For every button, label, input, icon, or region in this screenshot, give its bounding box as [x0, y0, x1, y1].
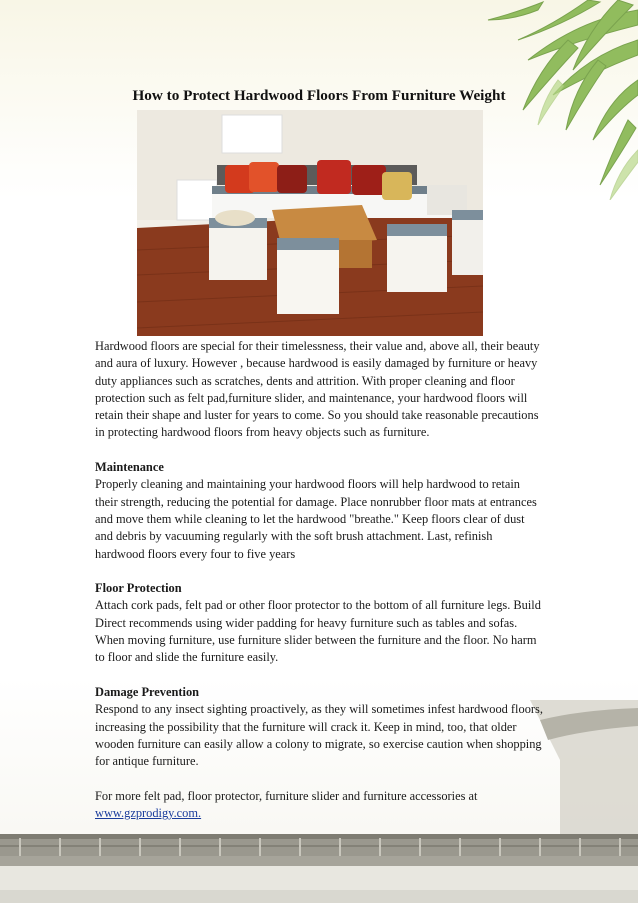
closing-paragraph	[95, 788, 545, 823]
intro-paragraph: Hardwood floors are special for their timelessness, their value and, above all, their beauty and aura of luxury. However , because hardwood is easily damaged by furniture or heavy duty appliances such as scratches, dents and attrition. With proper cleaning and floor protection such as felt pad,furniture slider, and maintenance, your hardwood floors will retain their shape and luster for years to come. So you should take reasonable precautions in protecting hardwood floors from heavy objects such as furniture.	[95, 339, 540, 440]
section-heading-maintenance: Maintenance	[95, 460, 164, 475]
document-title: How to Protect Hardwood Floors From Furniture Weight	[132, 87, 506, 104]
closing-text: For more felt pad, floor protector, furniture slider and furniture accessories at	[95, 788, 478, 803]
website-link[interactable]: www.gzprodigy.com.	[95, 806, 202, 821]
furniture-photo	[137, 110, 483, 336]
section-heading-damage-prevention: Damage Prevention	[95, 684, 200, 699]
section-heading-floor-protection: Floor Protection	[95, 581, 182, 596]
section-body-floor-protection: Attach cork pads, felt pad or other floor protector to the bottom of all furniture legs. Build Direct recommends using wider padding for heavy furniture such as tables and sofas. When moving furniture, use furniture slider between the furniture and the floor. No harm to floor and slide the furniture easily.	[95, 598, 541, 665]
section-body-damage-prevention: Respond to any insect sighting proactively, as they will sometimes infest hardwood floors, increasing the possibility that the furniture will crack it. Keep in mind, too, that older wooden furniture can easily allow a colony to migrate, so exercise caution when shopping for antique furniture.	[95, 702, 543, 769]
document-body	[95, 338, 545, 822]
section-body-maintenance: Properly cleaning and maintaining your hardwood floors will help hardwood to retain their strength, reducing the potential for damage. Place nonrubber floor mats at entrances and move them while cleaning to let the hardwood "breathe." Keep floors clear of dust and debris by vacuuming regularly with the soft brush attachment. Last, refinish hardwood floors every four to five years	[95, 477, 537, 561]
